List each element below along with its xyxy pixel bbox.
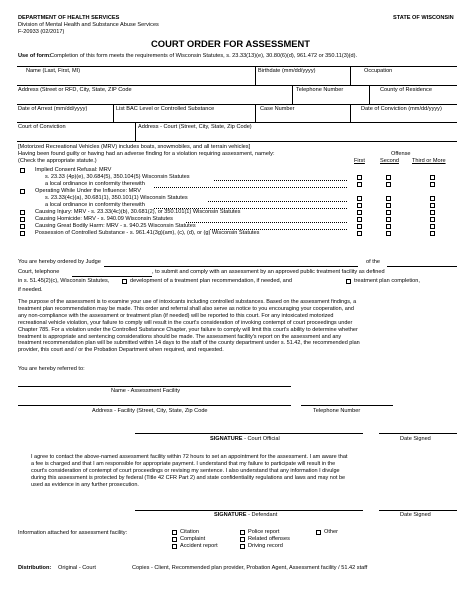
first-checkbox[interactable] [357,196,362,201]
facility-telephone-line[interactable] [301,405,393,406]
defendant-date-signed-label: Date Signed [400,512,431,518]
defendant-date-line[interactable] [379,510,457,511]
third-checkbox[interactable] [430,203,435,208]
accident-report-checkbox[interactable] [172,544,177,549]
second-checkbox[interactable] [386,182,391,187]
purpose-line: recreational vehicle violation, your failure to comply will result in the court's consideration of invoking contempt of court proceedings under [18,319,353,326]
offense-instruction: (Check the appropriate statute.) [18,158,97,164]
defendant-signature-label: SIGNATURE - Defendant [214,512,278,518]
case-number-field[interactable] [256,105,350,121]
complaint-checkbox[interactable] [172,537,177,542]
related-offenses-checkbox[interactable] [240,537,245,542]
first-checkbox[interactable] [357,224,362,229]
division-name: Division of Mental Health and Substance Abuse Services [18,22,159,28]
col-first: First [354,158,365,164]
purpose-line: treatment recommendation plan will be submitted within 14 days to the staff of the county department under s. 51.42, the recommended plan [18,340,360,347]
form-id: F-20933 (02/2017) [18,29,65,35]
offense-label: a local ordinance in conformity therewith [45,181,145,187]
court-address-field[interactable] [136,123,457,140]
offense-label: Causing Injury: MRV - s. 23.33(4c)(b), 30.681(2), or 350.101(1) Wisconsin Statutes [35,209,241,215]
case-number-label: Case Number [260,106,295,112]
use-of-form-label: Use of form: [18,53,51,59]
offense-label: s. 23.33 (4p)(e), 30.684(5), 350.104(5) Wisconsin Statutes [45,174,190,180]
third-checkbox[interactable] [430,231,435,236]
county-label: County of Residence [380,87,432,93]
offense-label: Implied Consent Refusal: MRV [35,167,112,173]
purpose-line: provider, this court and / or the Probation Department when required, and requested. [18,347,224,354]
plan-development-checkbox[interactable] [122,279,127,284]
accident-report-label: Accident report [180,543,218,549]
offense-label: s. 23.33(4c)(a), 30.681(1), 350.101(1) Wisconsin Statutes [45,195,188,201]
leader-dots [214,180,347,181]
citation-checkbox[interactable] [172,530,177,535]
citation-label: Citation [180,529,199,535]
facility-address-label: Address - Facility (Street, City, State, Zip Code [92,408,208,414]
facility-telephone-label: Telephone Number [313,408,361,414]
arrest-date-field[interactable] [17,105,113,121]
telephone-label: Telephone Number [296,87,344,93]
court-official-signature-line[interactable] [135,433,363,434]
col-third: Third or More [412,158,446,164]
conviction-date-label: Date of Conviction (mm/dd/yyyy) [361,106,442,112]
offense-header: Offense [391,151,411,157]
purpose-line: The purpose of the assessment is to examine your use of intoxicants including controlled substances. Based on the assessment findings, a [18,299,357,305]
court-official-signature-label: SIGNATURE - Court Official [210,436,280,442]
second-checkbox[interactable] [386,231,391,236]
offense-label: Causing Great Bodily Harm: MRV - s. 940.25 Wisconsin Statutes [35,223,196,229]
controlled-substance-checkbox[interactable] [20,231,25,236]
purpose-line: Chapter 785. For a violation under the Controlled Substance Chapter, your failure to comply will limit this court's ability to determine whether [18,326,358,333]
order-if-needed: if needed. [18,287,43,293]
county-field[interactable] [370,86,457,103]
department-name: DEPARTMENT OF HEALTH SERVICES [18,15,120,21]
purpose-line: treatment plan recommendation may be made. This order and referral shall also serve as notice to you encouraging your cooperation, and [18,305,354,312]
form-title: COURT ORDER FOR ASSESSMENT [151,38,311,49]
order-development-text: development of a treatment plan recommendation, if needed, and [130,278,293,284]
implied-consent-checkbox[interactable] [20,168,25,173]
distribution-original: Original - Court [58,565,96,571]
third-checkbox[interactable] [430,210,435,215]
order-submit-text: , to submit and comply with an assessment by an approved public treatment facility as defined [152,269,385,275]
facility-name-label: Name - Assessment Facility [111,388,181,394]
court-telephone-line[interactable] [72,276,152,277]
judge-name-line[interactable] [104,266,358,267]
distribution-copies: Copies - Client, Recommended plan provider, Probation Agent, Assessment facility / 51.42 staff [132,565,368,571]
complaint-label: Complaint [180,536,206,542]
first-checkbox[interactable] [357,175,362,180]
state-name: STATE OF WISCONSIN [393,15,454,21]
facility-name-line[interactable] [18,386,291,387]
owi-checkbox[interactable] [20,189,25,194]
court-name-line[interactable] [387,266,457,267]
third-checkbox[interactable] [430,224,435,229]
agreement-line: a fee is charged and that I am responsible for appropriate payment. I understand that my failure to participate will result in the [31,460,336,467]
other-label: Other [324,529,338,535]
causing-injury-checkbox[interactable] [20,210,25,215]
agreement-line: I agree to contact the above-named assessment facility within 72 hours to set an appointment for the assessment. I am aware that [31,454,348,460]
first-checkbox[interactable] [357,182,362,187]
third-checkbox[interactable] [430,182,435,187]
court-date-signed-label: Date Signed [400,436,431,442]
bac-label: List BAC Level or Controlled Substance [116,106,215,112]
court-address-label: Address - Court (Street, City, State, Zip Code) [138,124,252,130]
purpose-line: treatment is appropriate and sentencing considerations should be made. The assessment facility's report on the assessment and any [18,333,342,340]
leader-dots [154,187,347,188]
agreement-paragraph [31,454,347,489]
driving-record-checkbox[interactable] [240,544,245,549]
offense-label: a local ordinance in conformity therewith [45,202,145,208]
agreement-line: court's consideration of contempt of court proceedings or revising my sentence. I also understand that any information I divulge [31,467,340,474]
occupation-field[interactable] [351,67,457,84]
first-checkbox[interactable] [357,217,362,222]
name-field[interactable] [17,67,255,84]
arrest-date-label: Date of Arrest (mm/dd/yyyy) [18,106,88,112]
court-date-line[interactable] [379,433,457,434]
third-checkbox[interactable] [430,175,435,180]
telephone-field[interactable] [293,86,369,103]
offense-label: Causing Homicide: MRV - s. 940.09 Wisconsin Statutes [35,216,173,222]
name-label: Name (Last, First, MI) [26,68,81,74]
use-of-form-text: Completion of this form meets the requirements of Wisconsin Statutes, s. 23.33(13)(e), 30.80(6)(d), 961.472 or 350.11(3)(d). [50,53,358,59]
mrv-note: [Motorized Recreational Vehicles (MRV) includes boats, snowmobiles, and all terrain vehicles] [18,144,251,150]
order-judge-text: You are hereby ordered by Judge [18,259,101,265]
second-checkbox[interactable] [386,196,391,201]
related-offenses-label: Related offenses [248,536,290,542]
court-field[interactable] [17,123,135,140]
birthdate-field[interactable] [256,67,350,84]
agreement-line: during this assessment is protected by federal (Title 42 CFR Part 2) and state confidentiality regulations and laws and may not be [31,474,346,481]
driving-record-label: Driving record [248,543,283,549]
offense-intro: Having been found guilty or having had an adverse finding for a violation requiring assessment, namely: [18,151,275,157]
great-bodily-harm-checkbox[interactable] [20,224,25,229]
court-label: Court of Conviction [18,124,66,130]
referred-to-label: You are hereby referred to: [18,366,85,372]
divider [17,141,457,142]
defendant-signature-line[interactable] [135,510,363,511]
other-checkbox[interactable] [316,530,321,535]
first-checkbox[interactable] [357,231,362,236]
offense-label: Possession of Controlled Substance - s. 961.41(3g)(am), (c), (d), or (g) Wisconsin Statutes [35,230,260,236]
second-checkbox[interactable] [386,175,391,180]
police-report-checkbox[interactable] [240,530,245,535]
agreement-line: used as evidence in any further prosecution. [31,481,139,488]
plan-completion-checkbox[interactable] [346,279,351,284]
col-second: Second [380,158,399,164]
leader-dots [186,222,347,223]
first-checkbox[interactable] [357,210,362,215]
offense-label: Operating While Under the Influence: MRV [35,188,141,194]
first-checkbox[interactable] [357,203,362,208]
purpose-line: any non-compliance with the assessment or treatment plan (if needed) will be reported to this court. For any intoxicated motorized [18,312,334,319]
address-label: Address (Street or RFD, City, State, ZIP Code [18,87,132,93]
bac-field[interactable] [114,105,255,121]
order-of-the: of the [366,259,380,265]
order-completion-text: treatment plan completion, [354,278,420,284]
order-court-telephone: Court, telephone [18,269,60,275]
second-checkbox[interactable] [386,210,391,215]
occupation-label: Occupation [364,68,393,74]
causing-homicide-checkbox[interactable] [20,217,25,222]
conviction-date-field[interactable] [351,105,457,121]
third-checkbox[interactable] [430,196,435,201]
police-report-label: Police report [248,529,280,535]
third-checkbox[interactable] [430,217,435,222]
second-checkbox[interactable] [386,224,391,229]
order-statute-text: in s. 51.45(2)(c), Wisconsin Statutes, [18,278,110,284]
second-checkbox[interactable] [386,217,391,222]
attached-info-label: Information attached for assessment facility: [18,530,128,536]
second-checkbox[interactable] [386,203,391,208]
leader-dots [208,201,347,202]
distribution-label: Distribution: [18,565,52,571]
facility-address-line[interactable] [18,405,291,406]
purpose-paragraph [18,299,360,354]
birthdate-label: Birthdate (mm/dd/yyyy) [258,68,316,74]
address-field[interactable] [17,86,292,103]
